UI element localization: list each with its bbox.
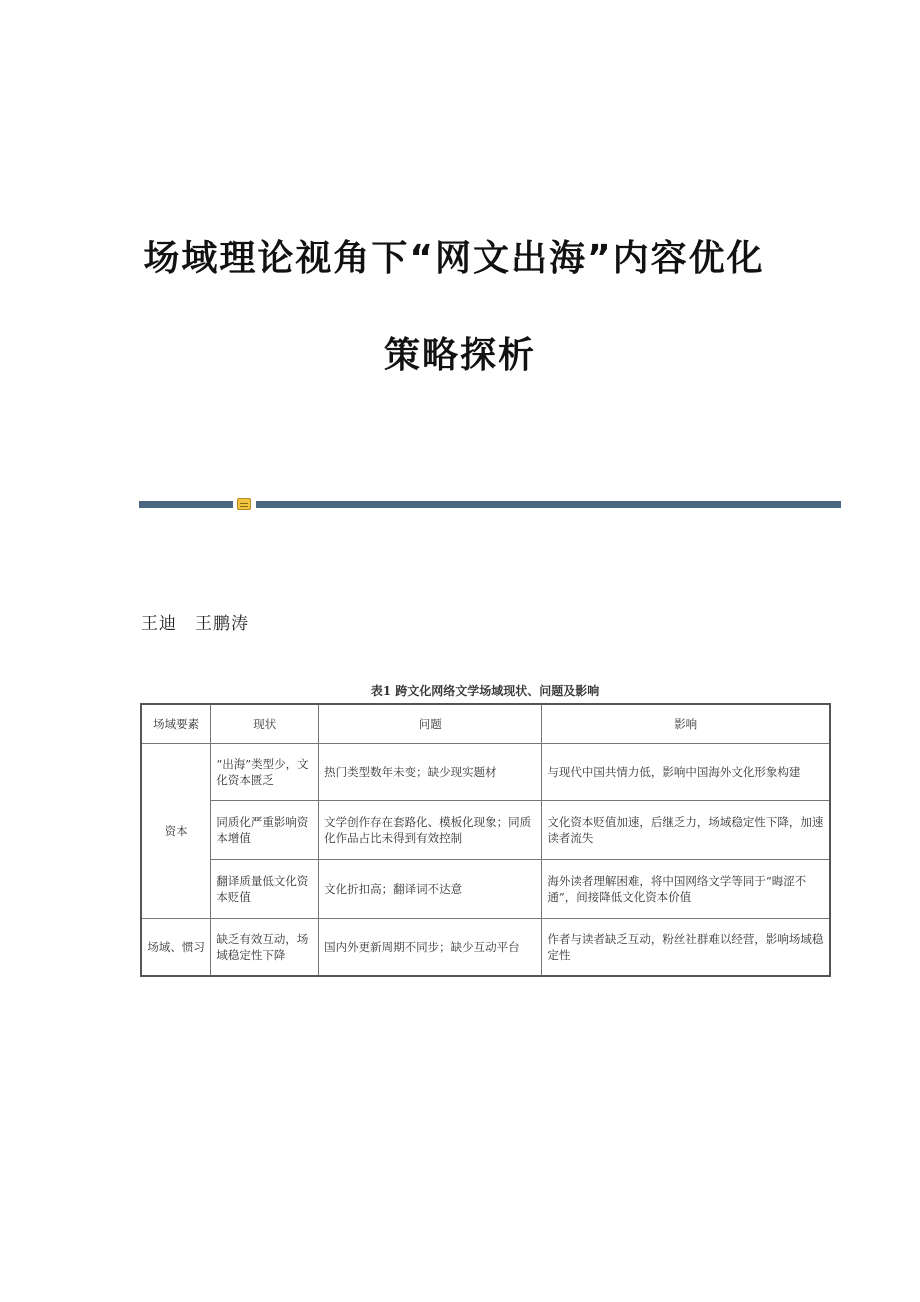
header-factor: 场域要素 [141, 704, 211, 744]
cell-impact: 与现代中国共情力低，影响中国海外文化形象构建 [542, 744, 830, 801]
cell-problem: 文学创作存在套路化、模板化现象；同质化作品占比未得到有效控制 [319, 801, 542, 860]
header-impact: 影响 [542, 704, 830, 744]
cell-impact: 作者与读者缺乏互动，粉丝社群难以经营，影响场域稳定性 [542, 919, 830, 977]
header-problem: 问题 [319, 704, 542, 744]
cell-impact: 海外读者理解困难，将中国网络文学等同于“晦涩不通”，间接降低文化资本价值 [542, 860, 830, 919]
cell-status: 翻译质量低文化资本贬值 [211, 860, 319, 919]
cell-status: “出海”类型少，文化资本匮乏 [211, 744, 319, 801]
author-line [141, 609, 249, 634]
table-row [141, 860, 830, 919]
cell-impact: 文化资本贬值加速，后继乏力，场域稳定性下降，加速读者流失 [542, 801, 830, 860]
author-1: 王迪 [141, 614, 177, 634]
table-row [141, 801, 830, 860]
cell-problem: 文化折扣高；翻译词不达意 [319, 860, 542, 919]
paper-title-line-2: 策略探析 [383, 335, 536, 376]
author-2: 王鹏涛 [195, 614, 249, 634]
divider-bar-right [256, 501, 841, 508]
cell-factor-capital: 资本 [141, 744, 211, 919]
table-caption: 表1 跨文化网络文学场域现状、问题及影响 [370, 684, 600, 698]
cell-problem: 国内外更新周期不同步；缺少互动平台 [319, 919, 542, 977]
cell-problem: 热门类型数年未变；缺少现实题材 [319, 744, 542, 801]
divider-badge-icon [237, 498, 251, 510]
cell-status: 同质化严重影响资本增值 [211, 801, 319, 860]
field-status-table [140, 703, 831, 977]
cell-status: 缺乏有效互动，场域稳定性下降 [211, 919, 319, 977]
cell-factor-field-habitus: 场域、惯习 [141, 919, 211, 977]
table-row [141, 919, 830, 977]
header-status: 现状 [211, 704, 319, 744]
divider-bar-left [139, 501, 233, 508]
paper-title-line-1: 场域理论视角下“网文出海”内容优化 [143, 238, 765, 279]
table-header-row [141, 704, 830, 744]
title-divider [139, 498, 841, 510]
table-row [141, 744, 830, 801]
